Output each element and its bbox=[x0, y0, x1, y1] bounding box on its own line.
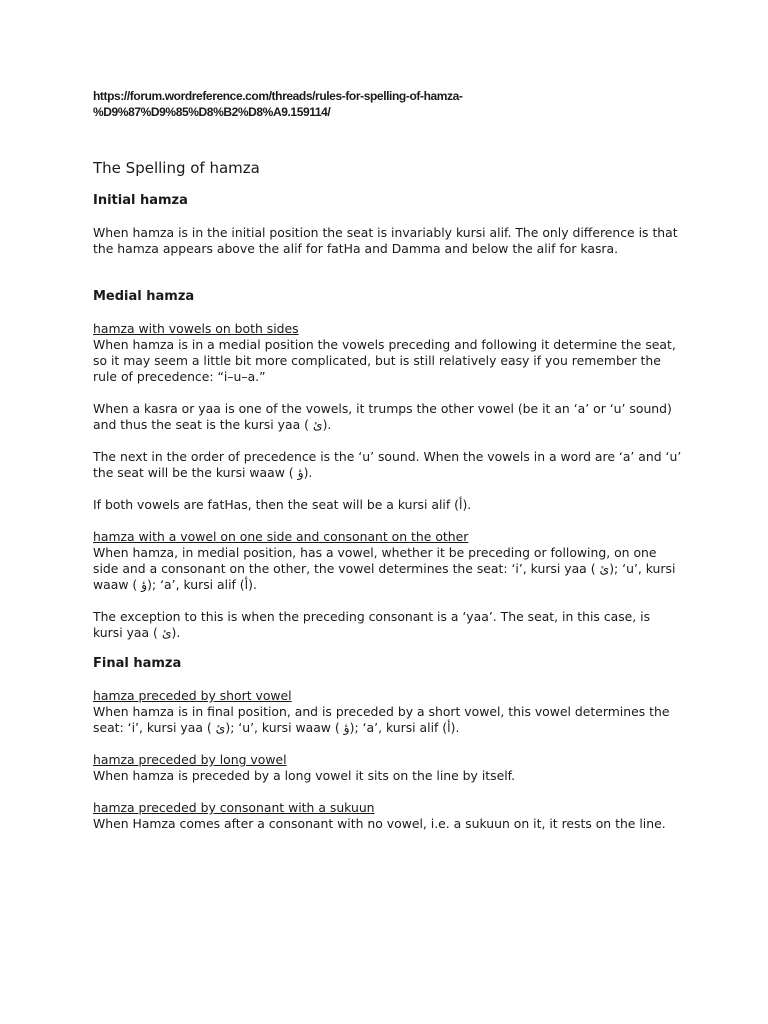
section-heading-medial: Medial hamza bbox=[93, 289, 195, 304]
subheading-short-vowel: hamza preceded by short vowel bbox=[93, 688, 292, 703]
paragraph-medial-1: When hamza is in a medial position the vowels preceding and following it determine the seat, so it may seem a little bit more complicated, but is still relatively easy if you remember the rule of precedence: “i–u–a.” bbox=[93, 337, 676, 384]
final-short-vowel-block bbox=[93, 688, 683, 736]
subheading-one-side: hamza with a vowel on one side and consonant on the other bbox=[93, 529, 469, 544]
paragraph-one-side-2: The exception to this is when the preceding consonant is a ‘yaa’. The seat, in this case, is kursi yaa ( ئ). bbox=[93, 609, 651, 640]
paragraph-initial: When hamza is in the initial position the seat is invariably kursi alif. The only difference is that the hamza appears above the alif for fatHa and Damma and below the alif for kasra. bbox=[93, 225, 678, 256]
medial-both-sides-block bbox=[93, 321, 683, 385]
paragraph-medial-4: If both vowels are fatHas, then the seat will be a kursi alif (أ). bbox=[93, 497, 472, 512]
subheading-sukuun: hamza preceded by consonant with a sukuun bbox=[93, 800, 375, 815]
paragraph-medial-2: When a kasra or yaa is one of the vowels, it trumps the other vowel (be it an ‘a’ or ‘u’ sound) and thus the seat is the kursi yaa ( ئ). bbox=[93, 401, 672, 432]
paragraph-medial-3: The next in the order of precedence is the ‘u’ sound. When the vowels in a word are ‘a’ and ‘u’ the seat will be the kursi waaw ( ؤ). bbox=[93, 449, 682, 480]
page-title: The Spelling of hamza bbox=[93, 159, 260, 177]
section-heading-initial: Initial hamza bbox=[93, 193, 188, 208]
subheading-both-sides: hamza with vowels on both sides bbox=[93, 321, 299, 336]
medial-one-side-block bbox=[93, 529, 683, 593]
final-long-vowel-block bbox=[93, 752, 683, 784]
final-sukuun-block bbox=[93, 800, 683, 832]
paragraph-long-vowel: When hamza is preceded by a long vowel it sits on the line by itself. bbox=[93, 768, 516, 783]
paragraph-sukuun: When Hamza comes after a consonant with no vowel, i.e. a sukuun on it, it rests on the line. bbox=[93, 816, 666, 831]
paragraph-one-side-1: When hamza, in medial position, has a vowel, whether it be preceding or following, on one side and a consonant on the other, the vowel determines the seat: ‘i’, kursi yaa ( ئ); ‘u’, kursi waaw ( ؤ); ‘a’, kursi alif (أ). bbox=[93, 545, 676, 592]
source-url[interactable]: https://forum.wordreference.com/threads/rules-for-spelling-of-hamza-%D9%87%D9%85%D8%B2%D8%A9.159114/ bbox=[93, 89, 463, 119]
subheading-long-vowel: hamza preceded by long vowel bbox=[93, 752, 287, 767]
section-heading-final: Final hamza bbox=[93, 656, 182, 671]
paragraph-short-vowel: When hamza is in final position, and is preceded by a short vowel, this vowel determines the seat: ‘i’, kursi yaa ( ئ); ‘u’, kursi waaw ( ؤ); ‘a’, kursi alif (أ). bbox=[93, 704, 670, 735]
